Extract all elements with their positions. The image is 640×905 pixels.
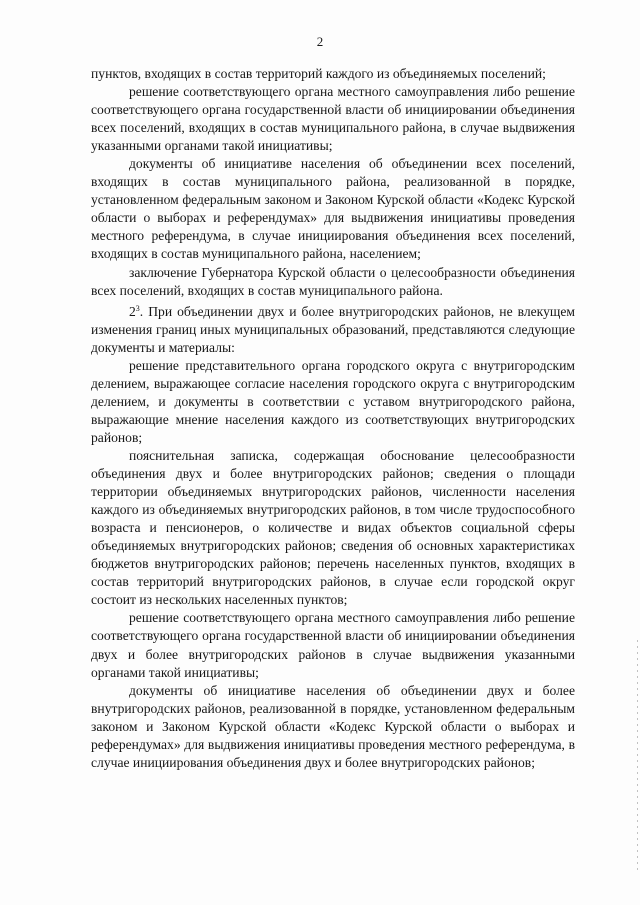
paragraph: заключение Губернатора Курской области о целесообразности объединения всех поселений, входящих в состав муниципального района.: [91, 264, 575, 298]
clause-text: При объединении двух и более внутригородских районов, не влекущем изменения границ иных муниципальных образований, представляются следующие документы и материалы:: [91, 303, 575, 355]
scan-edge-mark: [637, 640, 638, 870]
clause-superscript: 3: [135, 303, 140, 313]
page-number: 2: [316, 34, 324, 49]
clause-paragraph: [91, 300, 575, 357]
paragraph: документы об инициативе населения об объединении всех поселений, входящих в состав муниципального района, реализованной в порядке, установленном федеральным законом и Законом Курской области «Кодекс Курской области о выборах и референдумах» для выдвижения инициативы проведения местного референдума, в случае инициирования объединения всех поселений, входящих в состав муниципального района, населением;: [91, 156, 575, 262]
paragraph: решение соответствующего органа местного самоуправления либо решение соответствующего органа государственной власти об инициировании объединения всех поселений, входящих в состав муниципального района, в случае выдвижения указанными органами такой инициативы;: [91, 84, 575, 154]
document-body: [91, 65, 575, 772]
paragraph: решение представительного органа городского округа с внутригородским делением, выражающее согласие населения городского округа с внутригородским делением, и документы в соответствии с уставом внутригородского района, выражающие мнение населения каждого из соответствующих внутригородских районов;: [91, 357, 575, 445]
clause-separator: .: [139, 303, 149, 319]
clause-number: 2: [129, 303, 136, 319]
paragraph: пунктов, входящих в состав территорий каждого из объединяемых поселений;: [91, 66, 546, 81]
paragraph: документы об инициативе населения об объединении двух и более внутригородских районов, реализованной в порядке, установленном федеральным законом и Законом Курской области «Кодекс Курской области о выборах и референдумах» для выдвижения инициативы проведения местного референдума, в случае инициирования объединения двух и более внутригородских районов;: [91, 682, 575, 770]
paragraph: решение соответствующего органа местного самоуправления либо решение соответствующего органа государственной власти об инициировании объединения двух и более внутригородских районов в случае выдвижения указанными органами такой инициативы;: [91, 610, 575, 680]
paragraph: пояснительная записка, содержащая обоснование целесообразности объединения двух и более внутригородских районов; сведения о площади территории объединяемых внутригородских районов, численности населения каждого из объединяемых внутригородских районов, в том числе трудоспособного возраста и пенсионеров, о количестве и видах объектов социальной сферы объединяемых внутригородских районов; сведения об основных характеристиках бюджетов внутригородских районов; перечень населенных пунктов, входящих в состав территорий внутригородских районов, в случае если городской округ состоит из нескольких населенных пунктов;: [91, 447, 575, 608]
